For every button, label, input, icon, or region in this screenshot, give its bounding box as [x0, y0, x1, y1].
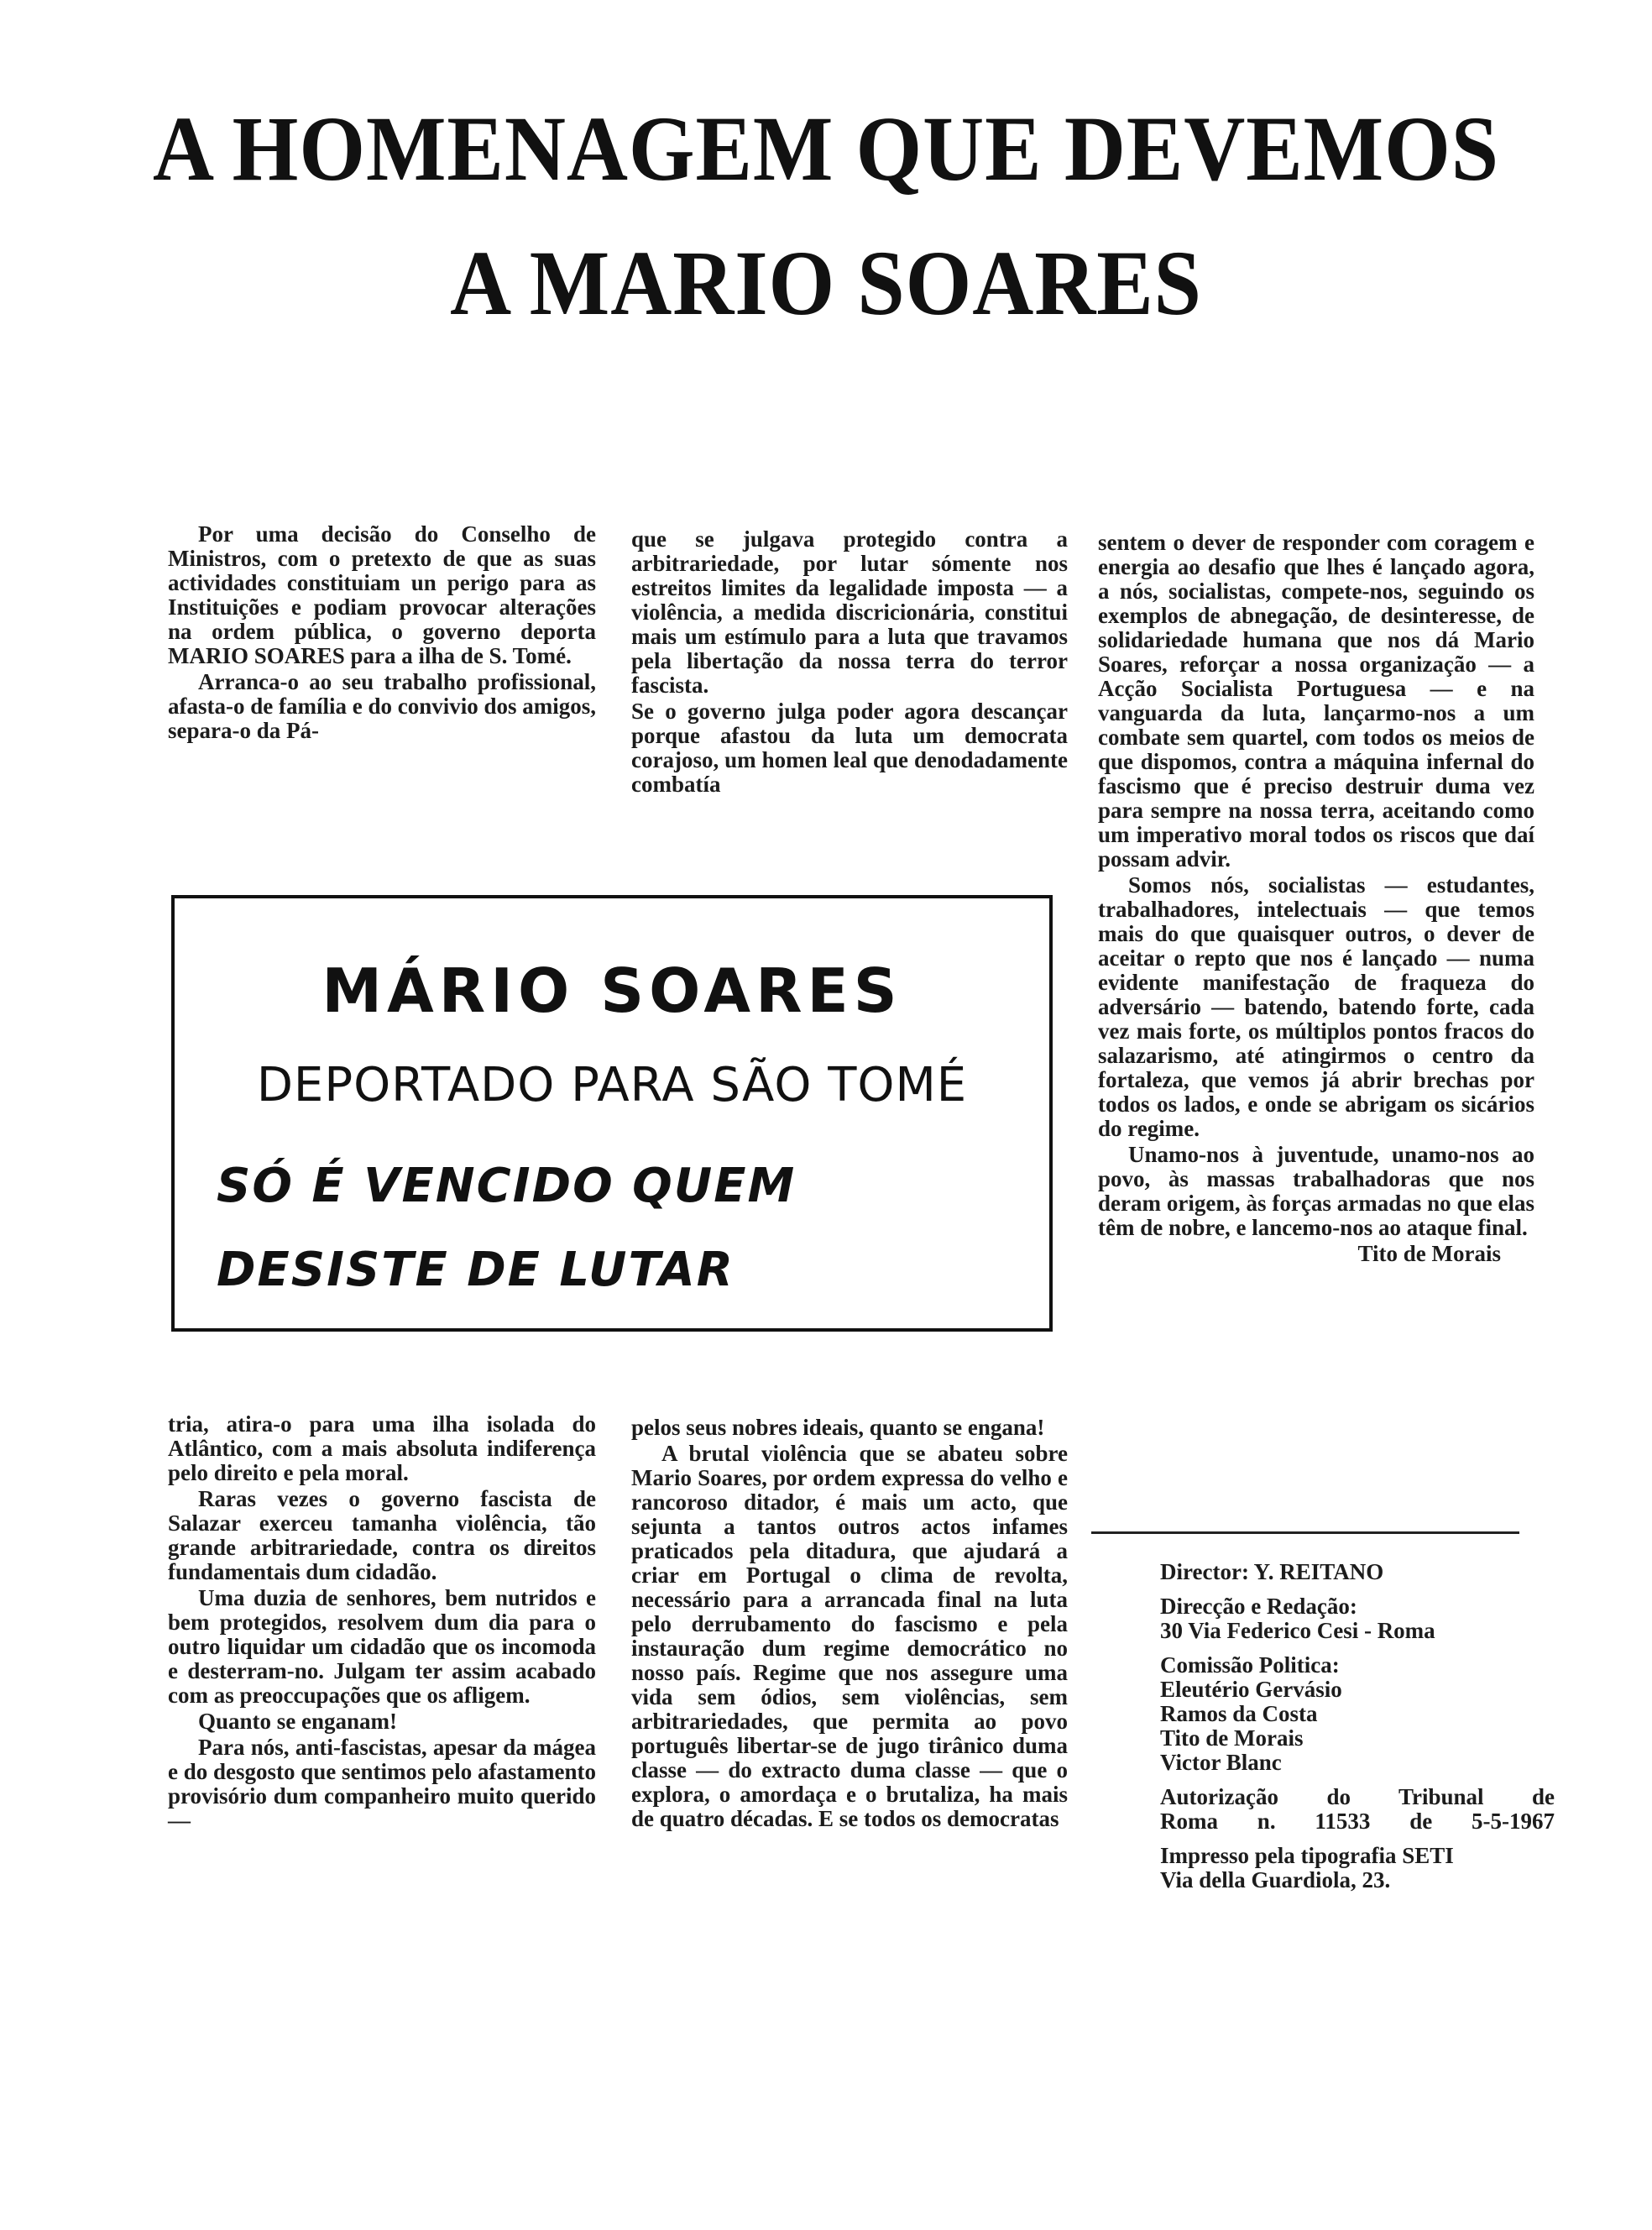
committee-member: Tito de Morais: [1160, 1725, 1304, 1751]
committee-member: Victor Blanc: [1160, 1750, 1282, 1775]
printer-line-1: Impresso pela tipografia SETI: [1160, 1843, 1454, 1868]
paragraph: Uma duzia de senhores, bem nutridos e bem protegidos, resolvem dum dia para o outro liquidar um cidadão que os incomoda e desterram-no. Julgam ter assim acabado com as preoccupações que os afligem.: [168, 1585, 596, 1708]
address: 30 Via Federico Cesi - Roma: [1160, 1618, 1435, 1643]
box-subtitle: DEPORTADO PARA SÃO TOMÉ: [256, 1058, 968, 1112]
paragraph: Arranca-o ao seu trabalho profissional, afasta-o de família e do convivio dos amigos, separa-o da Pá-: [168, 669, 596, 743]
article-column-2-top: [631, 527, 1068, 797]
paragraph: Para nós, anti-fascistas, apesar da mágea e do desgosto que sentimos pelo afastamento provisório dum companheiro muito querido —: [168, 1735, 596, 1833]
divider-rule: [1091, 1531, 1519, 1534]
box-title: MÁRIO SOARES: [322, 955, 902, 1026]
paragraph: sentem o dever de responder com coragem e energia ao desafio que lhes é lançado agora, a nós, socialistas, compete-nos, seguindo os exemplos de abnegação, de desinteresse, de solidariedade humana que nos dá Mario Soares, reforçar a nossa organização — a Acção Socialista Portuguesa — e na vanguarda da luta, lançarmo-nos a um combate sem quartel, com todos os meios de que dispomos, contra a máquina infernal do fascismo que é preciso destruir duma vez para sempre na nossa terra, aceitando como um imperativo moral todos os riscos que daí possam advir.: [1098, 530, 1534, 872]
authorization-line-2: Roma n. 11533 de 5-5-1967: [1160, 1809, 1555, 1834]
article-column-2-bottom: [631, 1416, 1068, 1831]
paragraph: Unamo-nos à juventude, unamo-nos ao povo, às massas trabalhadoras que nos deram origem, às forças armadas no que elas têm de nobre, e lancemo-nos ao ataque final.: [1098, 1142, 1534, 1240]
paragraph: Quanto se enganam!: [198, 1709, 398, 1734]
box-slogan-line-2: DESISTE DE LUTAR: [217, 1243, 735, 1297]
paragraph: pelos seus nobres ideais, quanto se engana!: [631, 1415, 1045, 1440]
article-column-3: [1098, 531, 1534, 1266]
committee-member: Eleutério Gervásio: [1160, 1677, 1342, 1702]
paragraph: Raras vezes o governo fascista de Salazar exerceu tamanha violência, tão grande arbitrariedade, contra os direitos fundamentais dum cidadão.: [168, 1486, 596, 1584]
address-label: Direcção e Redação:: [1160, 1594, 1357, 1619]
director-line: Director: Y. REITANO: [1160, 1559, 1384, 1584]
article-column-1-top: [168, 522, 596, 743]
paragraph: A brutal violência que se abateu sobre Mario Soares, por ordem expressa do velho e rancoroso ditador, é mais um acto, que sejunta a tantos outros actos infames praticados pela ditadura, que ajudará a criar em Portugal o clima de revolta, necessário para a arrancada final na luta pelo derrubamento do fascismo e pela instauração dum regime democrático no nosso país. Regime que nos assegure uma vida sem ódios, sem violências, sem arbitrariedades, que permita ao povo português libertar-se de jugo tirânico duma classe — do extracto duma classe — que o explora, o amordaça e o brutaliza, ha mais de quatro décadas. E se todos os democratas: [631, 1441, 1068, 1831]
committee-member: Ramos da Costa: [1160, 1701, 1318, 1726]
headline-line-1: A HOMENAGEM QUE DEVEMOS: [153, 97, 1499, 200]
paragraph: que se julgava protegido contra a arbitrariedade, por lutar sómente nos estreitos limites da legalidade imposta — a violência, a medida discricionária, constitui mais um estímulo para a luta que travamos pela libertação da nossa terra do terror fascista.: [631, 526, 1068, 698]
headline-line-2: A MARIO SOARES: [450, 232, 1202, 334]
masthead: [1160, 1560, 1555, 1903]
committee-label: Comissão Politica:: [1160, 1652, 1340, 1678]
paragraph: Somos nós, socialistas — estudantes, trabalhadores, intelectuais — que temos mais do que quaisquer outros, o dever de aceitar o repto que nos é lançado — numa evidente manifestação de fraqueza do adversário — batendo, batendo forte, cada vez mais forte, os múltiplos pontos fracos do salazarismo, até atingirmos o centro da fortaleza, que vemos já abrir brechas por todos os lados, e onde se abrigam os sicários do regime.: [1098, 872, 1534, 1141]
printer-line-2: Via della Guardiola, 23.: [1160, 1867, 1391, 1892]
signature: Tito de Morais: [1357, 1241, 1501, 1266]
boxed-announcement: [171, 895, 1053, 1332]
paragraph: tria, atira-o para uma ilha isolada do Atlântico, com a mais absoluta indiferença pelo direito e pela moral.: [168, 1411, 596, 1485]
authorization-line-1: Autorização do Tribunal de: [1160, 1784, 1555, 1809]
article-column-1-bottom: [168, 1412, 596, 1833]
paragraph: Se o governo julga poder agora descançar porque afastou da luta um democrata corajoso, um homen leal que denodadamente combatía: [631, 699, 1068, 797]
paragraph: Por uma decisão do Conselho de Ministros, com o pretexto de que as suas actividades constituiam un perigo para as Instituições e podiam provocar alterações na ordem pública, o governo deporta MARIO SOARES para a ilha de S. Tomé.: [168, 521, 596, 668]
box-slogan-line-1: SÓ É VENCIDO QUEM: [217, 1159, 797, 1213]
